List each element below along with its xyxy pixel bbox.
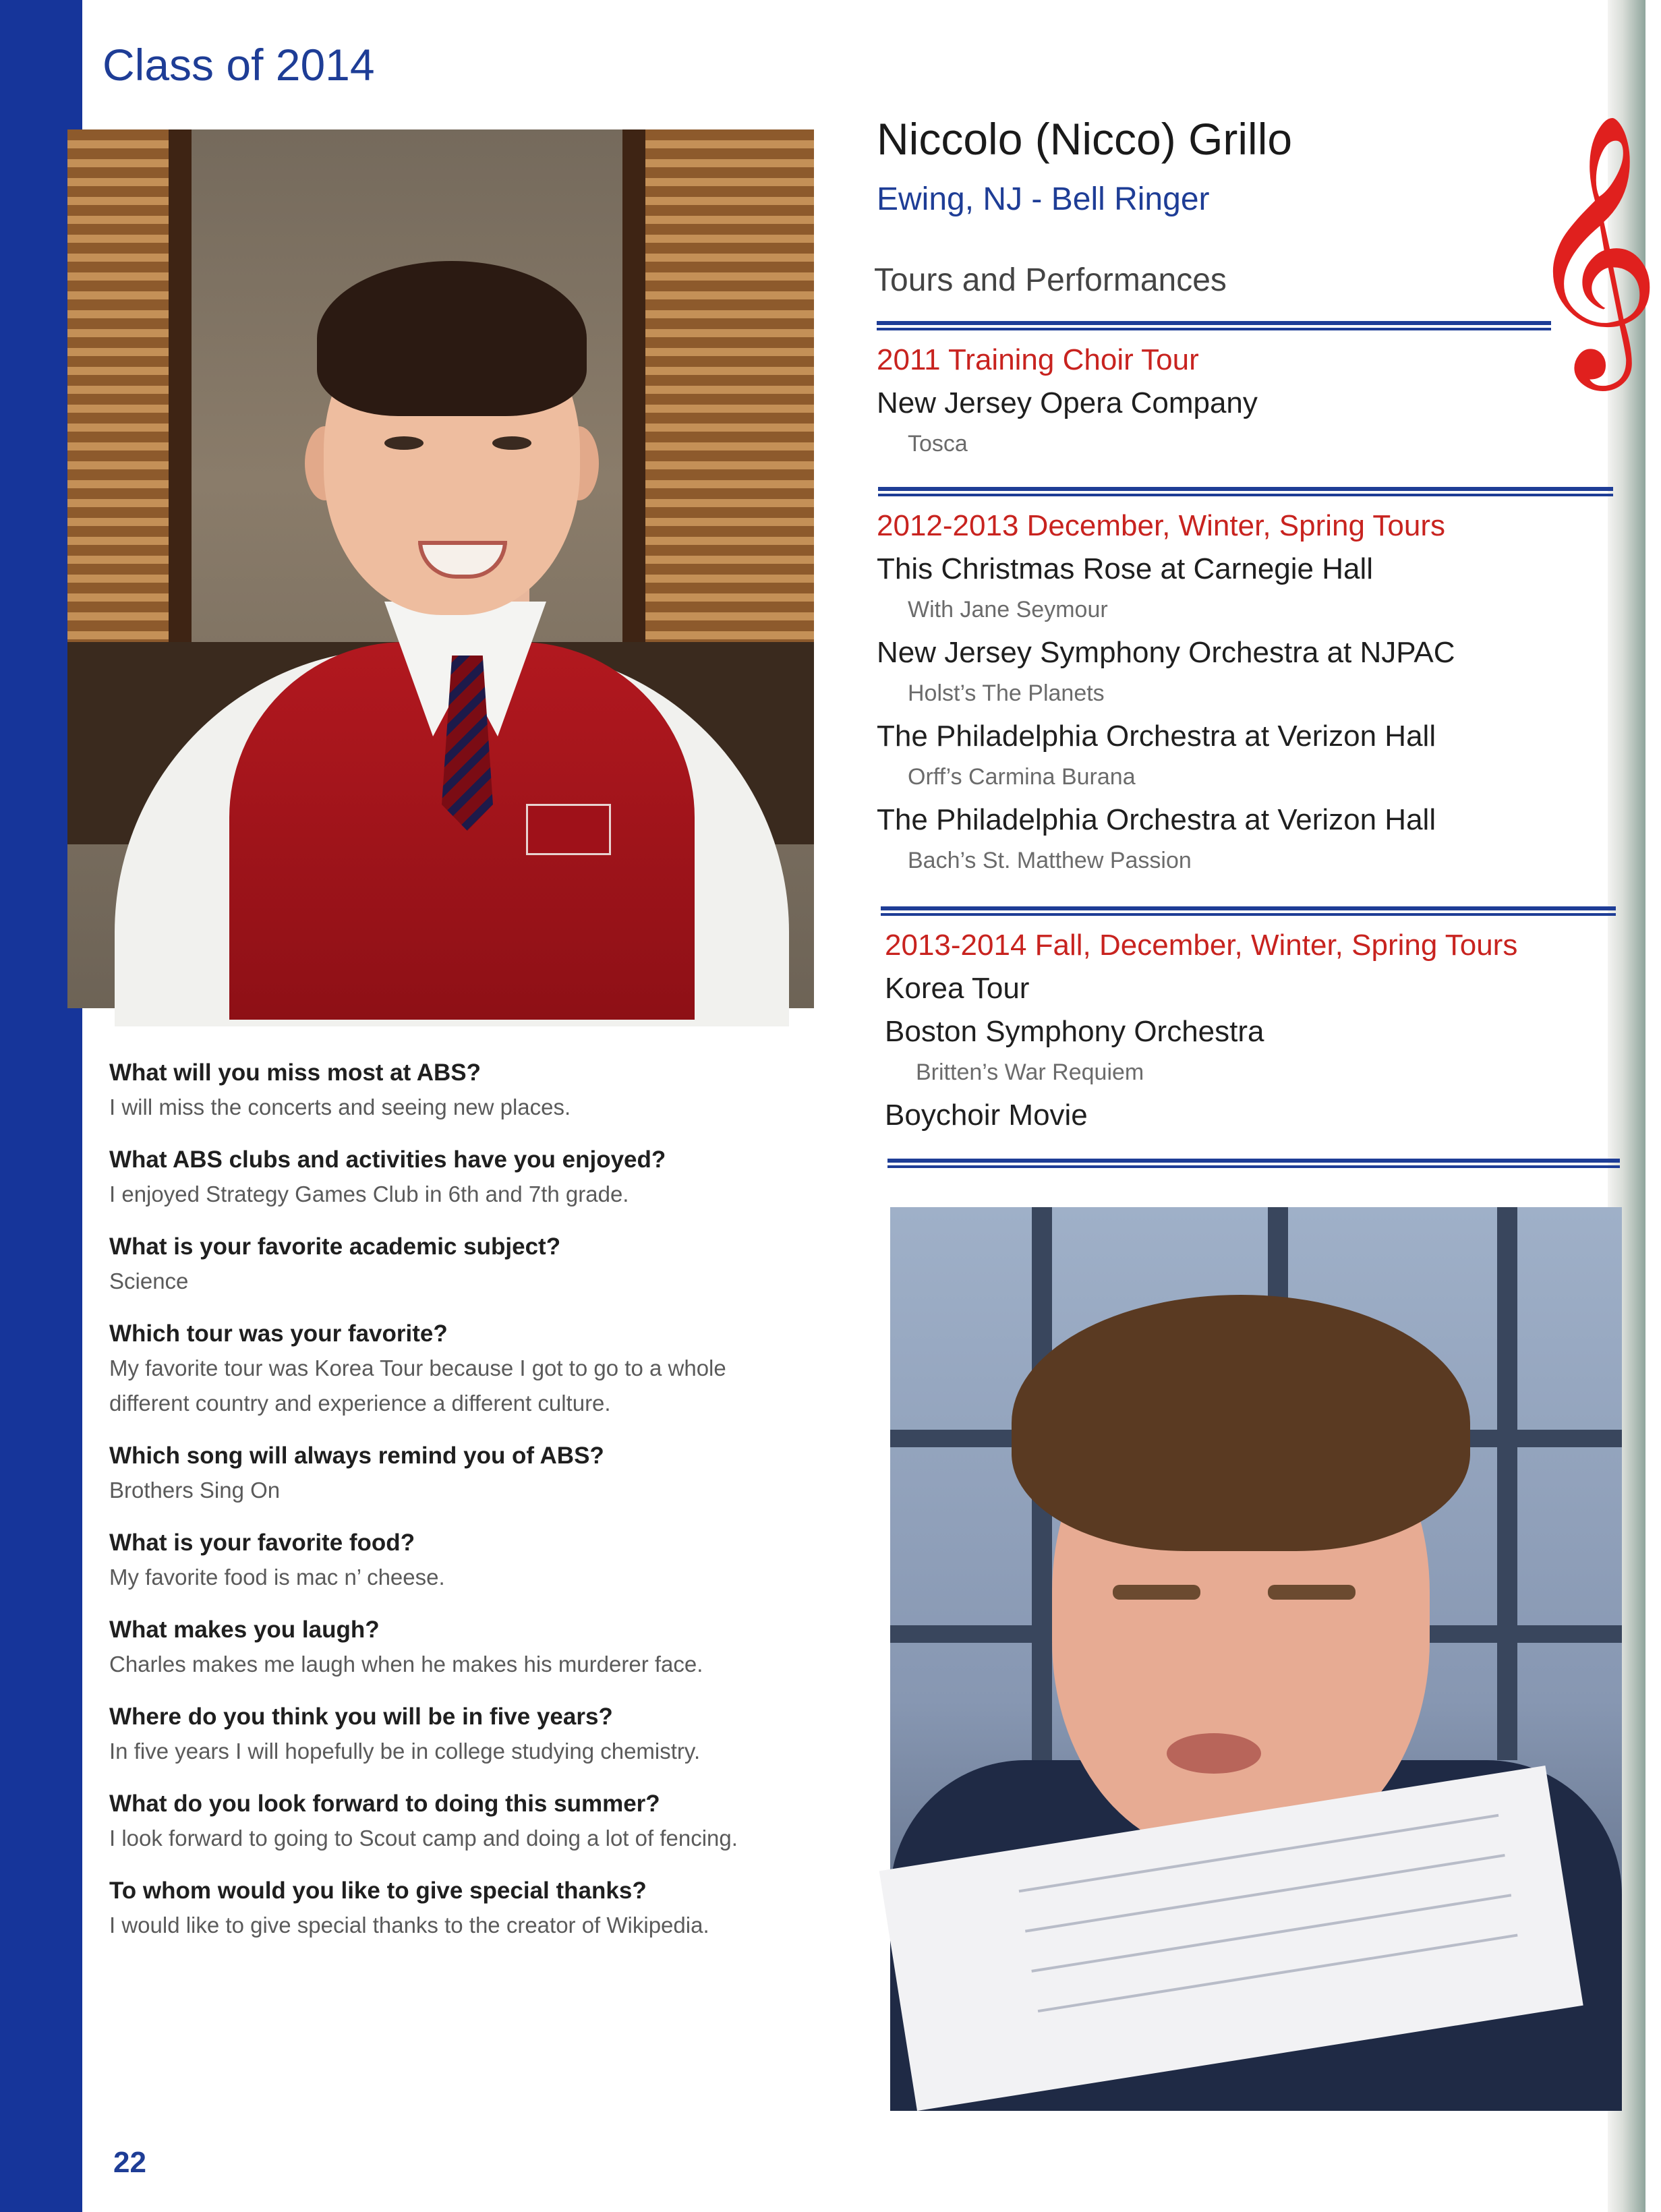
qa-item (109, 1787, 784, 1856)
window-blind-left (67, 129, 169, 642)
tour-event-name: Korea Tour (885, 972, 1030, 1005)
page-number: 22 (113, 2146, 146, 2179)
tour-event-name: This Christmas Rose at Carnegie Hall (877, 552, 1374, 585)
tour-section-title: 2011 Training Choir Tour (877, 343, 1199, 376)
tour-event-name: The Philadelphia Orchestra at Verizon Hall (877, 803, 1436, 836)
window-frame (169, 129, 192, 656)
treble-clef-icon: 𝄞 (1525, 112, 1661, 379)
hometown-role: Ewing, NJ - Bell Ringer (877, 181, 1210, 217)
qa-item (109, 1700, 784, 1769)
tour-event-detail: Bach’s St. Matthew Passion (908, 848, 1192, 873)
qa-question: Which tour was your favorite? (109, 1320, 448, 1347)
tour-event-name: Boston Symphony Orchestra (885, 1015, 1264, 1048)
qa-question: What is your favorite food? (109, 1530, 415, 1556)
window-frame (622, 129, 645, 656)
eyebrow (1113, 1585, 1200, 1600)
eyebrow (1268, 1585, 1356, 1600)
qa-item (109, 1230, 784, 1299)
qa-answer: Charles makes me laugh when he makes his murderer face. (109, 1652, 703, 1677)
tour-event-detail: With Jane Seymour (908, 597, 1108, 622)
qa-answer: I enjoyed Strategy Games Club in 6th and 7th grade. (109, 1182, 629, 1206)
qa-answer: Science (109, 1269, 189, 1293)
qa-item (109, 1439, 784, 1508)
qa-question: What makes you laugh? (109, 1617, 380, 1643)
vest-patch-logo (526, 804, 611, 855)
window-blind-right (639, 129, 814, 642)
tour-section-title: 2012-2013 December, Winter, Spring Tours (877, 509, 1445, 542)
student-name: Niccolo (Nicco) Grillo (877, 114, 1293, 164)
tour-event-name: The Philadelphia Orchestra at Verizon Hall (877, 720, 1436, 753)
tour-section-title: 2013-2014 Fall, December, Winter, Spring Tours (885, 929, 1518, 962)
qa-answer: My favorite food is mac n’ cheese. (109, 1565, 445, 1590)
qa-question: To whom would you like to give special thanks? (109, 1878, 647, 1904)
tour-event-detail: Tosca (908, 431, 968, 457)
qa-item (109, 1613, 784, 1682)
qa-answer: Brothers Sing On (109, 1478, 281, 1503)
tour-event-name: New Jersey Opera Company (877, 386, 1258, 419)
qa-list (109, 1056, 784, 1961)
qa-item (109, 1143, 784, 1212)
window-mullion (1497, 1207, 1517, 1760)
section-divider (887, 1159, 1620, 1168)
music-staff (1025, 1854, 1505, 1933)
qa-question: Where do you think you will be in five years? (109, 1704, 613, 1730)
qa-answer: I will miss the concerts and seeing new places. (109, 1095, 571, 1119)
eye (384, 436, 424, 450)
tour-section (877, 506, 1619, 881)
section-divider (881, 906, 1616, 916)
qa-answer: My favorite tour was Korea Tour because I got to go to a whole different country and experience a different culture. (109, 1356, 726, 1416)
qa-question: Which song will always remind you of ABS? (109, 1443, 604, 1469)
tour-event-name: New Jersey Symphony Orchestra at NJPAC (877, 636, 1455, 669)
music-staff (1031, 1894, 1511, 1973)
music-staff (1038, 1934, 1518, 2013)
eye (492, 436, 531, 450)
qa-answer: I would like to give special thanks to the creator of Wikipedia. (109, 1913, 709, 1938)
qa-answer: I look forward to going to Scout camp and doing a lot of fencing. (109, 1826, 738, 1851)
section-divider (877, 321, 1551, 330)
qa-question: What is your favorite academic subject? (109, 1233, 561, 1260)
qa-answer: In five years I will hopefully be in college studying chemistry. (109, 1739, 701, 1764)
tour-event-name: Boychoir Movie (885, 1099, 1088, 1132)
tours-heading: Tours and Performances (874, 262, 1227, 298)
qa-item (109, 1874, 784, 1943)
tour-section (885, 925, 1627, 1136)
tour-event-detail: Orff’s Carmina Burana (908, 764, 1136, 790)
qa-item (109, 1317, 784, 1421)
hair (317, 261, 587, 416)
tour-section (877, 340, 1619, 464)
class-title: Class of 2014 (103, 40, 375, 90)
mouth (1167, 1733, 1261, 1774)
tour-event-detail: Britten’s War Requiem (916, 1059, 1144, 1085)
qa-question: What will you miss most at ABS? (109, 1059, 481, 1086)
singing-photo (890, 1207, 1622, 2104)
qa-item (109, 1056, 784, 1125)
hair (1012, 1295, 1470, 1551)
qa-question: What ABS clubs and activities have you enjoyed? (109, 1146, 666, 1173)
qa-question: What do you look forward to doing this summer? (109, 1791, 660, 1817)
qa-item (109, 1526, 784, 1595)
section-divider (878, 487, 1613, 496)
portrait-photo (67, 129, 814, 1008)
tour-event-detail: Holst’s The Planets (908, 680, 1105, 706)
